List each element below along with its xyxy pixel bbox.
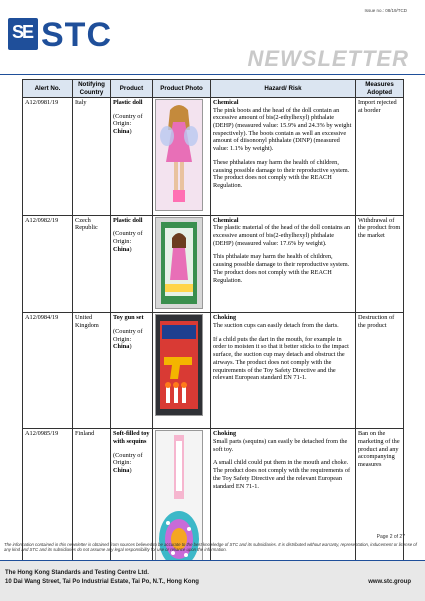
photo-cell	[153, 313, 211, 429]
hazard-cell	[211, 313, 356, 429]
table-row	[23, 429, 404, 577]
hazard-description: The plastic material of the head of the doll contains an excessive amount of bis(2-ethylhexyl) phthalate (DEHP) (measured value: 17.6% by weight).	[213, 224, 351, 247]
hazard-title: Chemical	[213, 216, 239, 224]
product-name: Plastic doll	[113, 216, 143, 224]
country-cell: Finland	[73, 429, 111, 577]
hazard-title: Choking	[213, 430, 237, 438]
header-divider	[0, 74, 425, 75]
measures-cell: Ban on the marketing of the product and any accompanying measures	[356, 429, 404, 577]
product-origin: (Country of Origin: China)	[113, 230, 143, 253]
table-row	[23, 313, 404, 429]
boxed-doll-photo-icon	[155, 217, 203, 309]
newsletter-title: NEWSLETTER	[247, 46, 409, 71]
product-name: Soft-filled toy with sequins	[113, 430, 150, 446]
alert-no-cell: A12/0982/19	[23, 215, 73, 313]
product-cell	[111, 215, 153, 313]
measures-cell: Withdrawal of the product from the market	[356, 215, 404, 313]
toy-gun-photo-icon	[155, 314, 203, 416]
product-cell	[111, 429, 153, 577]
hazard-title: Choking	[213, 314, 237, 322]
hazard-cell	[211, 215, 356, 313]
product-origin: (Country of Origin: China)	[113, 451, 143, 475]
measures-cell: Import rejected at border	[356, 98, 404, 216]
table-row	[23, 215, 404, 313]
column-header-country: Notifying Country	[73, 80, 111, 98]
stc-logo-text: STC	[41, 16, 112, 54]
column-header-alert-no: Alert No.	[23, 80, 73, 98]
country-cell: Czech Republic	[73, 215, 111, 313]
doll-photo-icon	[155, 99, 203, 211]
alert-no-cell: A12/0981/19	[23, 98, 73, 216]
hazard-consequence: A small child could put them in the mouth and choke. The product does not comply with the requirements of the Toy Safety Directive and the relevant European standard EN 71-1.	[213, 459, 351, 490]
hazard-consequence: If a child puts the dart in the mouth, for example in order to moisten it so that it better sticks to the impact surface, the suction cup may detach and obstruct the airways. The product does not comply with the requirements of the Toy Safety Directive and the relevant European standard EN 71-1.	[213, 335, 349, 382]
photo-cell	[153, 429, 211, 577]
table-row	[23, 98, 404, 216]
hazard-cell	[211, 429, 356, 577]
hazard-description: Small parts (sequins) can easily be detached from the soft toy.	[213, 438, 348, 453]
product-origin: (Country of Origin: China)	[113, 112, 143, 136]
hazard-consequence: This phthalate may harm the health of children, causing possible damage to their reproductive system. The product does not comply with the REACH Regulation.	[213, 253, 350, 284]
product-name: Plastic doll	[113, 99, 143, 107]
hazard-title: Chemical	[213, 99, 239, 107]
photo-cell	[153, 215, 211, 313]
company-name: The Hong Kong Standards and Testing Centre Ltd.	[5, 570, 149, 576]
product-name: Toy gun set	[113, 314, 144, 322]
measures-cell: Destruction of the product	[356, 313, 404, 429]
stc-logo-mark-icon: SE	[8, 18, 38, 50]
column-header-photo: Product Photo	[153, 80, 211, 98]
column-header-measures: Measures Adopted	[356, 80, 404, 98]
country-cell: United Kingdom	[73, 313, 111, 429]
company-address: 10 Dai Wang Street, Tai Po Industrial Estate, Tai Po, N.T., Hong Kong	[5, 579, 199, 585]
alert-no-cell: A12/0984/19	[23, 313, 73, 429]
page-number: Page 2 of 27	[376, 534, 405, 540]
product-origin: (Country of Origin: China)	[113, 328, 143, 351]
hazard-description: The suction cups can easily detach from the darts.	[213, 322, 339, 330]
disclaimer: The information contained in this newsletter is obtained from sources believed to be accurate to the best knowledge of STC and its subsidiaries. It is distributed without warranty, representation, inducement or license of any kind and STC and its subsidiaries do not assume any legal responsibility for use or reliance upon the information.	[4, 542, 417, 553]
column-header-hazard: Hazard/ Risk	[211, 80, 356, 98]
issue-number: Issue no.: 08/19/TCD	[364, 8, 407, 13]
hazard-consequence: These phthalates may harm the health of children, causing possible damage to their reproductive system. The product does not comply with the REACH Regulation.	[213, 158, 350, 189]
product-cell	[111, 313, 153, 429]
photo-cell	[153, 98, 211, 216]
product-cell	[111, 98, 153, 216]
table-header-row	[23, 80, 404, 98]
alert-no-cell: A12/0985/19	[23, 429, 73, 577]
alerts-table	[22, 79, 404, 577]
stc-logo	[8, 16, 112, 54]
hazard-description: The pink boots and the head of the doll contain an excessive amount of bis(2-ethylhexyl) phthalate (DEHP) (measured value: 15.9% and 24.3% by weight respectively). The boots contain as well an excessive amount of diisononyl phthalate (DINP) (measured value: 1.1% by weight).	[213, 106, 352, 153]
website-link[interactable]: www.stc.group	[368, 579, 411, 585]
country-cell: Italy	[73, 98, 111, 216]
column-header-product: Product	[111, 80, 153, 98]
hazard-cell	[211, 98, 356, 216]
